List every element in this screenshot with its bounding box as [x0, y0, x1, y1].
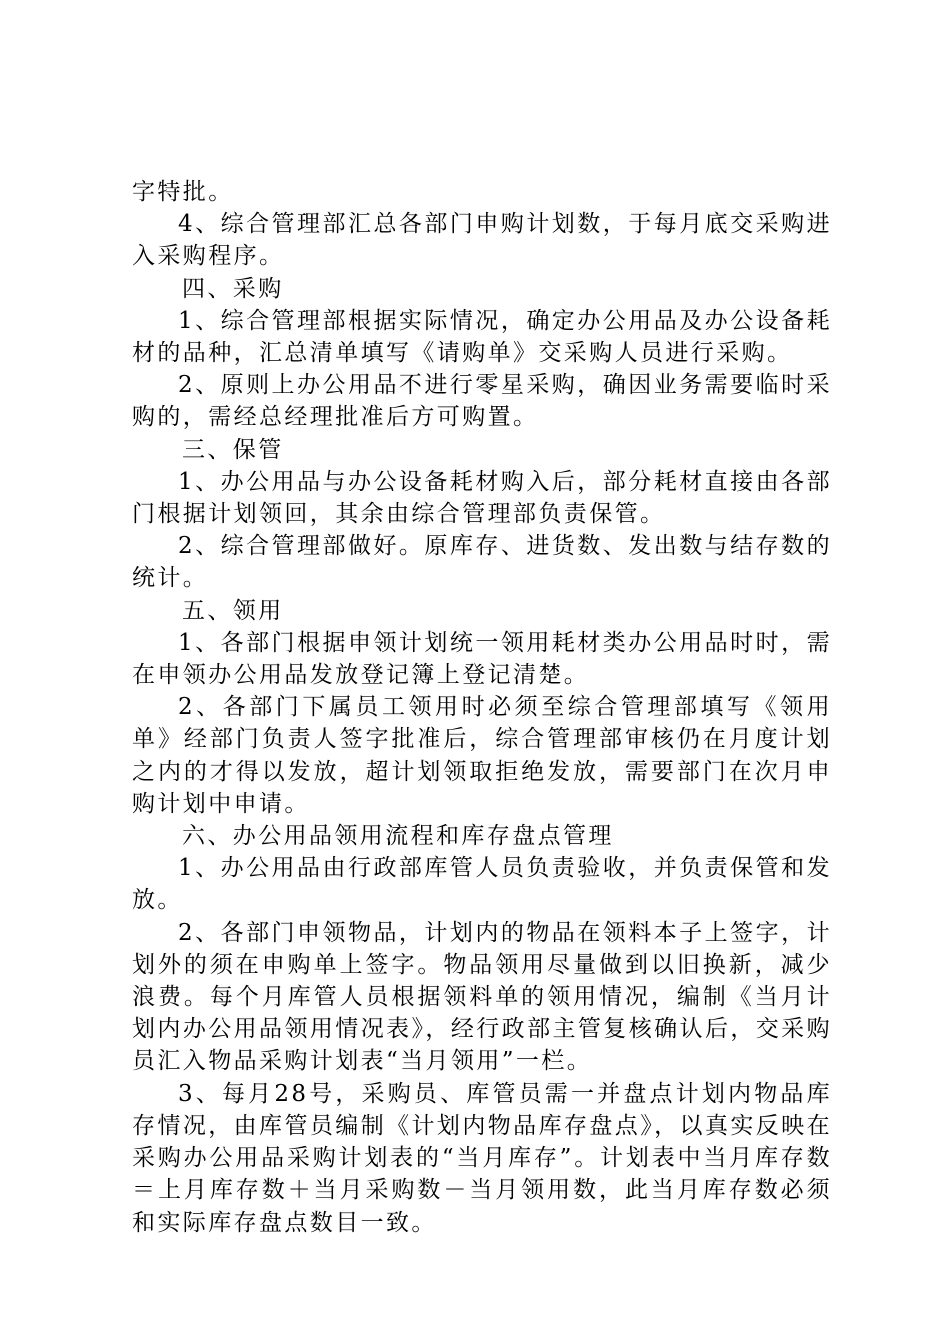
- paragraph-requisition-2: 2、各部门下属员工领用时必须至综合管理部填写《领用单》经部门负责人签字批准后，综合管理部审核仍在月度计划之内的才得以发放，超计划领取拒绝发放，需要部门在次月申购计划中申请。: [132, 694, 832, 817]
- paragraph-storage-1: 1、办公用品与办公设备耗材购入后，部分耗材直接由各部门根据计划领回，其余由综合管理部负责保管。: [132, 468, 832, 528]
- section-heading-purchase: 四、采购: [182, 275, 284, 302]
- paragraph-continuation: 字特批。: [132, 179, 234, 205]
- paragraph-storage-2: 2、综合管理部做好。原库存、进货数、发出数与结存数的统计。: [132, 533, 832, 592]
- section-heading-storage: 三、保管: [182, 436, 284, 463]
- paragraph-inventory-1: 1、办公用品由行政部库管人员负责验收，并负责保管和发放。: [132, 855, 832, 914]
- paragraph-requisition-1: 1、各部门根据申领计划统一领用耗材类办公用品时时，需在申领办公用品发放登记簿上登记清楚。: [132, 629, 832, 689]
- paragraph-item-4-summary: 4、综合管理部汇总各部门申购计划数，于每月底交采购进入采购程序。: [132, 211, 832, 270]
- paragraph-purchase-2: 2、原则上办公用品不进行零星采购，确因业务需要临时采购的，需经总经理批准后方可购置。: [132, 372, 832, 431]
- section-heading-requisition: 五、领用: [182, 597, 284, 624]
- document-body: [132, 176, 832, 1239]
- paragraph-inventory-2: 2、各部门申领物品，计划内的物品在领料本子上签字，计划外的须在申购单上签字。物品领用尽量做到以旧换新，减少浪费。每个月库管人员根据领料单的领用情况，编制《当月计划内办公用品领用情况表》，经行政部主管复核确认后，交采购员汇入物品采购计划表“当月领用”一栏。: [132, 919, 832, 1075]
- paragraph-inventory-3: 3、每月28号，采购员、库管员需一并盘点计划内物品库存情况，由库管员编制《计划内物品库存盘点》，以真实反映在采购办公用品采购计划表的“当月库存”。计划表中当月库存数＝上月库存数＋当月采购数－当月领用数，此当月库存数必须和实际库存盘点数目一致。: [132, 1080, 832, 1236]
- section-heading-inventory: 六、办公用品领用流程和库存盘点管理: [182, 823, 614, 850]
- paragraph-purchase-1: 1、综合管理部根据实际情况，确定办公用品及办公设备耗材的品种，汇总清单填写《请购单》交采购人员进行采购。: [132, 307, 832, 367]
